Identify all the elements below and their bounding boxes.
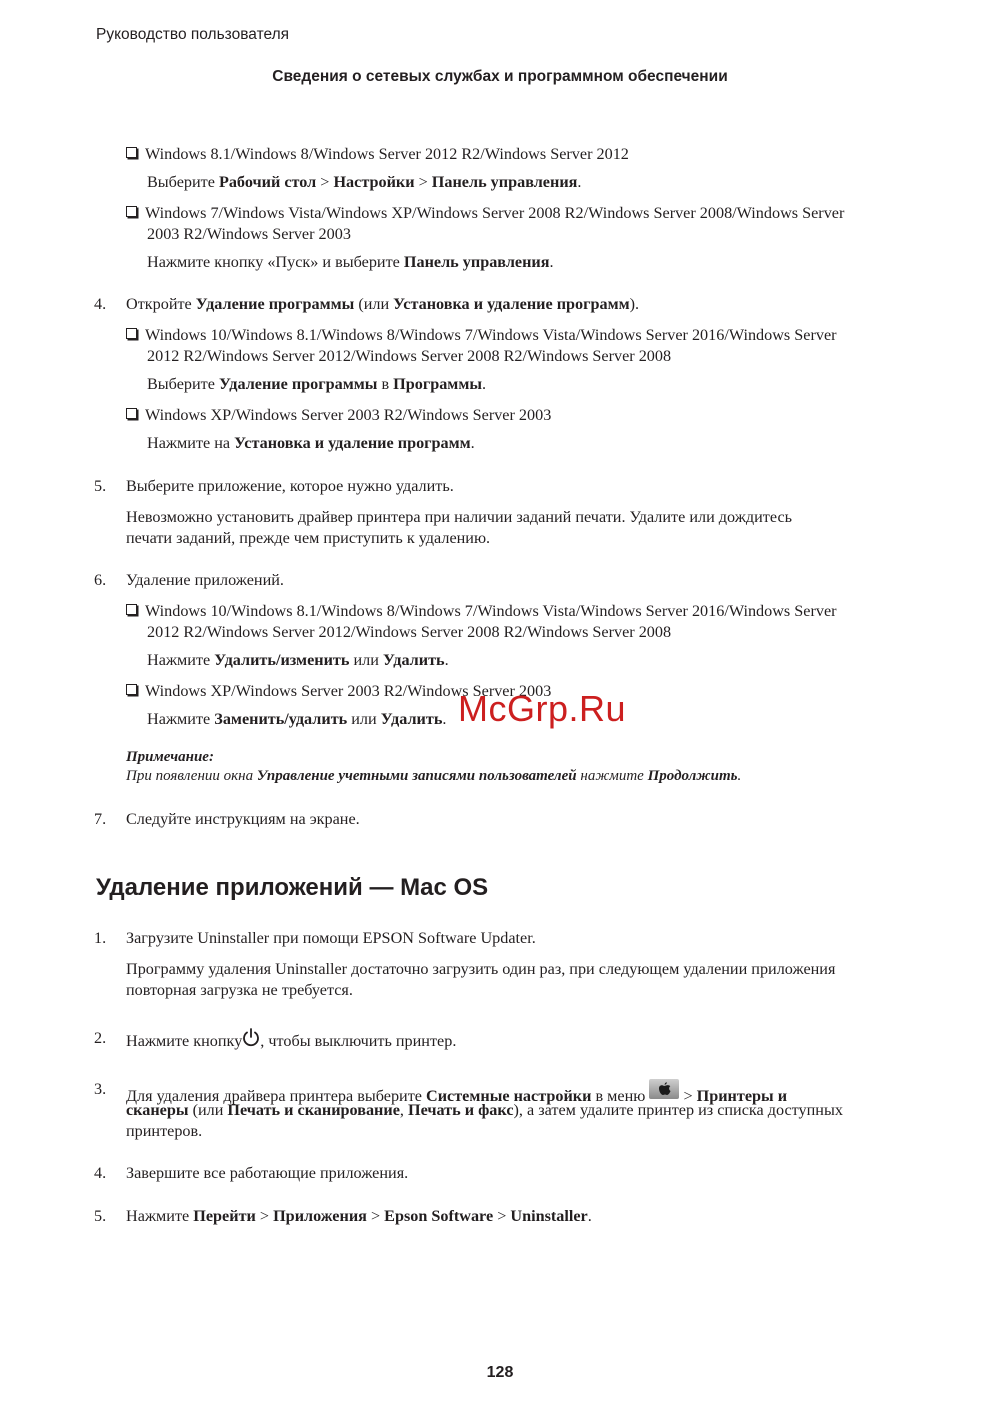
document-title: Руководство пользователя xyxy=(96,26,290,43)
checkbox-bullet-icon xyxy=(126,684,137,695)
checkbox-bullet-icon xyxy=(126,206,137,217)
mac-step-3-line2: сканеры (или Печать и сканирование, Печать и факс), а затем удалите принтер из списка доступных xyxy=(126,1101,843,1119)
instruction-windows-xp: Нажмите на Установка и удаление программ. xyxy=(147,434,475,452)
note-title: Примечание: xyxy=(126,749,214,765)
bullet-windows-10-cont: 2012 R2/Windows Server 2012/Windows Server 2008 R2/Windows Server 2008 xyxy=(147,623,672,641)
checkbox-bullet-icon xyxy=(126,604,137,615)
checkbox-bullet-icon xyxy=(126,147,137,158)
step-number: 2. xyxy=(94,1029,107,1047)
mac-section-heading: Удаление приложений — Mac OS xyxy=(96,874,489,901)
step-5-note-line1: Невозможно установить драйвер принтера при наличии заданий печати. Удалите или дождитесь xyxy=(126,508,793,526)
mac-step-1-note-line2: повторная загрузка не требуется. xyxy=(126,981,353,999)
step-number: 5. xyxy=(94,477,107,495)
page-number: 128 xyxy=(486,1364,514,1381)
mac-step-3-line1: Для удаления драйвера принтера выберите Системные настройки в меню > Принтеры и xyxy=(126,1079,787,1107)
mac-step-3-line3: принтеров. xyxy=(126,1122,203,1140)
mac-step-2-text: Нажмите кнопку , чтобы выключить принтер. xyxy=(126,1028,456,1052)
step-number: 4. xyxy=(94,295,107,313)
bullet-windows-xp: Windows XP/Windows Server 2003 R2/Windows Server 2003 xyxy=(126,681,551,702)
watermark: McGrp.Ru xyxy=(458,688,627,729)
step-number: 4. xyxy=(94,1164,107,1182)
bullet-windows-10: Windows 10/Windows 8.1/Windows 8/Windows 7/Windows Vista/Windows Server 2016/Windows Server xyxy=(126,325,837,346)
section-title: Сведения о сетевых службах и программном обеспечении xyxy=(272,68,728,85)
bullet-windows-7: Windows 7/Windows Vista/Windows XP/Windows Server 2008 R2/Windows Server 2008/Windows Server xyxy=(126,203,844,224)
instruction-windows-10: Нажмите Удалить/изменить или Удалить. xyxy=(147,651,449,669)
step-5-text: Выберите приложение, которое нужно удалить. xyxy=(126,477,454,495)
instruction-windows-10: Выберите Удаление программы в Программы. xyxy=(147,375,487,393)
step-number: 6. xyxy=(94,571,107,589)
instruction-windows-8: Выберите Рабочий стол > Настройки > Панель управления. xyxy=(147,173,582,191)
note-text: При появлении окна Управление учетными записями пользователей нажмите Продолжить. xyxy=(126,768,742,784)
apple-menu-icon xyxy=(649,1079,679,1099)
bullet-windows-8: Windows 8.1/Windows 8/Windows Server 2012 R2/Windows Server 2012 xyxy=(126,144,629,165)
mac-step-5-text: Нажмите Перейти > Приложения > Epson Software > Uninstaller. xyxy=(126,1207,592,1225)
mac-step-1-text: Загрузите Uninstaller при помощи EPSON Software Updater. xyxy=(126,929,536,947)
step-5-note-line2: печати заданий, прежде чем приступить к удалению. xyxy=(126,529,491,547)
step-7-text: Следуйте инструкциям на экране. xyxy=(126,810,360,828)
power-icon xyxy=(242,1028,260,1048)
instruction-windows-7: Нажмите кнопку «Пуск» и выберите Панель управления. xyxy=(147,253,554,271)
checkbox-bullet-icon xyxy=(126,328,137,339)
instruction-windows-xp: Нажмите Заменить/удалить или Удалить. xyxy=(147,710,447,728)
bullet-windows-xp: Windows XP/Windows Server 2003 R2/Windows Server 2003 xyxy=(126,405,551,426)
step-6-text: Удаление приложений. xyxy=(126,571,284,589)
mac-step-4-text: Завершите все работающие приложения. xyxy=(126,1164,409,1182)
bullet-windows-10-cont: 2012 R2/Windows Server 2012/Windows Server 2008 R2/Windows Server 2008 xyxy=(147,347,672,365)
checkbox-bullet-icon xyxy=(126,408,137,419)
step-4-text: Откройте Удаление программы (или Установка и удаление программ). xyxy=(126,295,640,313)
step-number: 1. xyxy=(94,929,107,947)
step-number: 5. xyxy=(94,1207,107,1225)
mac-step-1-note-line1: Программу удаления Uninstaller достаточно загрузить один раз, при следующем удалении приложения xyxy=(126,960,836,978)
step-number: 3. xyxy=(94,1080,107,1098)
bullet-windows-10: Windows 10/Windows 8.1/Windows 8/Windows 7/Windows Vista/Windows Server 2016/Windows Server xyxy=(126,601,837,622)
step-number: 7. xyxy=(94,810,107,828)
bullet-windows-7-cont: 2003 R2/Windows Server 2003 xyxy=(147,225,351,243)
